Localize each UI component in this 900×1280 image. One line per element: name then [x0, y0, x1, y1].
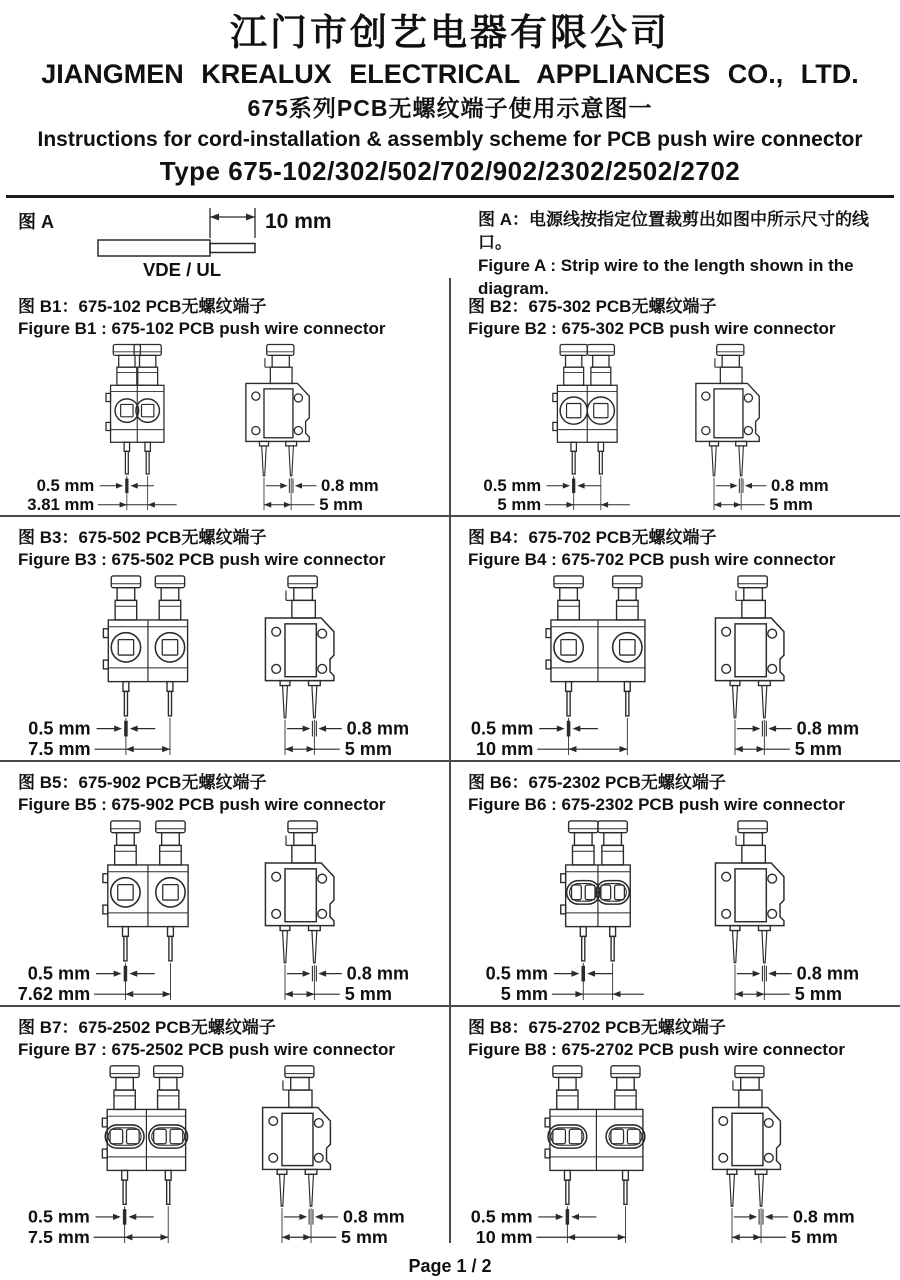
figure-b5-title-en: Figure B5 : 675-902 PCB push wire connector — [18, 795, 386, 814]
front-pin-pitch-label: 10 mm — [475, 1227, 533, 1245]
figure-b6-title-cn: 图 B6：675-2302 PCB无螺纹端子 — [468, 773, 726, 792]
side-pin-width-label: 0.8 mm — [796, 963, 860, 984]
wire-standard-label: VDE / UL — [142, 259, 222, 280]
figure-a-section — [0, 198, 900, 298]
figure-b6-title-en: Figure B6 : 675-2302 PCB push wire connector — [468, 795, 845, 814]
figure-b7-panel — [0, 1005, 450, 1247]
figure-a-label: 图 A — [18, 212, 54, 232]
figure-b1-title-cn: 图 B1：675-102 PCB无螺纹端子 — [18, 297, 267, 316]
connector-drawing-b6 — [456, 816, 877, 1002]
document-header — [0, 0, 900, 188]
wire-strip-diagram — [30, 200, 430, 284]
front-pin-width-label: 0.5 mm — [28, 1206, 90, 1227]
figure-b7-title-cn: 图 B7：675-2502 PCB无螺纹端子 — [18, 1018, 276, 1037]
figure-b2-title-en: Figure B2 : 675-302 PCB push wire connector — [468, 319, 836, 338]
page-number: Page 1 / 2 — [408, 1256, 492, 1276]
series-title-cn: 675系列PCB无螺纹端子使用示意图一 — [247, 95, 653, 121]
front-pin-width-label: 0.5 mm — [470, 718, 534, 739]
side-pin-width-label: 0.8 mm — [792, 1206, 855, 1227]
side-pin-pitch-label: 5 mm — [769, 495, 813, 512]
side-pin-width-label: 0.8 mm — [771, 476, 829, 496]
side-pin-pitch-label: 5 mm — [319, 495, 363, 512]
figure-a-caption-cn: 图 A：电源线按指定位置裁剪出如图中所示尺寸的线口。 — [478, 210, 869, 252]
figure-b4-panel — [450, 515, 900, 760]
figure-a-caption-en: Figure A : Strip wire to the length shown in the diagram. — [478, 256, 854, 298]
side-pin-pitch-label: 5 mm — [344, 739, 393, 757]
connector-drawing-b3 — [6, 571, 427, 757]
figure-b4-title-en: Figure B4 : 675-702 PCB push wire connector — [468, 550, 836, 569]
figure-b8-title-cn: 图 B8：675-2702 PCB无螺纹端子 — [468, 1018, 726, 1037]
side-pin-width-label: 0.8 mm — [796, 718, 860, 739]
instructions-title-en: Instructions for cord-installation & assembly scheme for PCB push wire connector — [37, 128, 863, 151]
side-pin-width-label: 0.8 mm — [342, 1206, 405, 1227]
figure-b5-panel — [0, 760, 450, 1005]
figure-a-diagram-area — [0, 198, 450, 286]
connector-drawing-b5 — [6, 816, 427, 1002]
figure-b2-panel — [450, 286, 900, 515]
figure-b1-title-en: Figure B1 : 675-102 PCB push wire connector — [18, 319, 386, 338]
front-pin-pitch-label: 5 mm — [497, 495, 542, 512]
side-pin-pitch-label: 5 mm — [344, 984, 393, 1002]
front-pin-pitch-label: 7.5 mm — [28, 1227, 90, 1245]
strip-length-label: 10 mm — [265, 210, 332, 233]
side-pin-width-label: 0.8 mm — [346, 718, 410, 739]
figure-b6-panel — [450, 760, 900, 1005]
type-list: Type 675-102/302/502/702/902/2302/2502/2702 — [159, 156, 741, 186]
side-pin-width-label: 0.8 mm — [346, 963, 410, 984]
figure-b3-panel — [0, 515, 450, 760]
front-pin-pitch-label: 10 mm — [475, 739, 534, 757]
figure-b4-title-cn: 图 B4：675-702 PCB无螺纹端子 — [468, 528, 717, 547]
front-pin-pitch-label: 5 mm — [500, 984, 549, 1002]
figure-a-captions — [450, 198, 900, 298]
figure-b8-panel — [450, 1005, 900, 1247]
front-pin-width-label: 0.5 mm — [483, 476, 542, 496]
company-name-en: JIANGMEN KREALUX ELECTRICAL APPLIANCES CO., LTD. — [41, 59, 859, 89]
connector-drawing-b2 — [456, 340, 845, 512]
document-footer — [0, 1247, 900, 1277]
figure-b5-title-cn: 图 B5：675-902 PCB无螺纹端子 — [18, 773, 267, 792]
front-pin-pitch-label: 7.5 mm — [28, 739, 91, 757]
side-pin-width-label: 0.8 mm — [321, 476, 379, 496]
front-pin-width-label: 0.5 mm — [36, 476, 95, 496]
front-pin-pitch-label: 7.62 mm — [17, 984, 91, 1002]
front-pin-width-label: 0.5 mm — [27, 963, 91, 984]
front-pin-pitch-label: 3.81 mm — [27, 495, 95, 512]
front-pin-width-label: 0.5 mm — [28, 718, 91, 739]
side-pin-pitch-label: 5 mm — [341, 1227, 388, 1245]
figure-b8-title-en: Figure B8 : 675-2702 PCB push wire connector — [468, 1040, 845, 1059]
figure-b3-title-cn: 图 B3：675-502 PCB无螺纹端子 — [18, 528, 267, 547]
company-name-cn: 江门市创艺电器有限公司 — [230, 12, 670, 53]
connector-drawing-b4 — [456, 571, 877, 757]
figure-b1-panel — [0, 286, 450, 515]
figure-b7-title-en: Figure B7 : 675-2502 PCB push wire connector — [18, 1040, 395, 1059]
column-divider — [449, 278, 451, 1243]
figure-b3-title-en: Figure B3 : 675-502 PCB push wire connector — [18, 550, 386, 569]
side-pin-pitch-label: 5 mm — [794, 984, 843, 1002]
front-pin-width-label: 0.5 mm — [485, 963, 549, 984]
side-pin-pitch-label: 5 mm — [794, 739, 843, 757]
front-pin-width-label: 0.5 mm — [470, 1206, 533, 1227]
connector-drawing-b8 — [456, 1061, 872, 1245]
figures-grid — [0, 286, 900, 1247]
connector-drawing-b7 — [6, 1061, 422, 1245]
side-pin-pitch-label: 5 mm — [791, 1227, 838, 1245]
connector-drawing-b1 — [6, 340, 395, 512]
figure-b2-title-cn: 图 B2：675-302 PCB无螺纹端子 — [468, 297, 717, 316]
